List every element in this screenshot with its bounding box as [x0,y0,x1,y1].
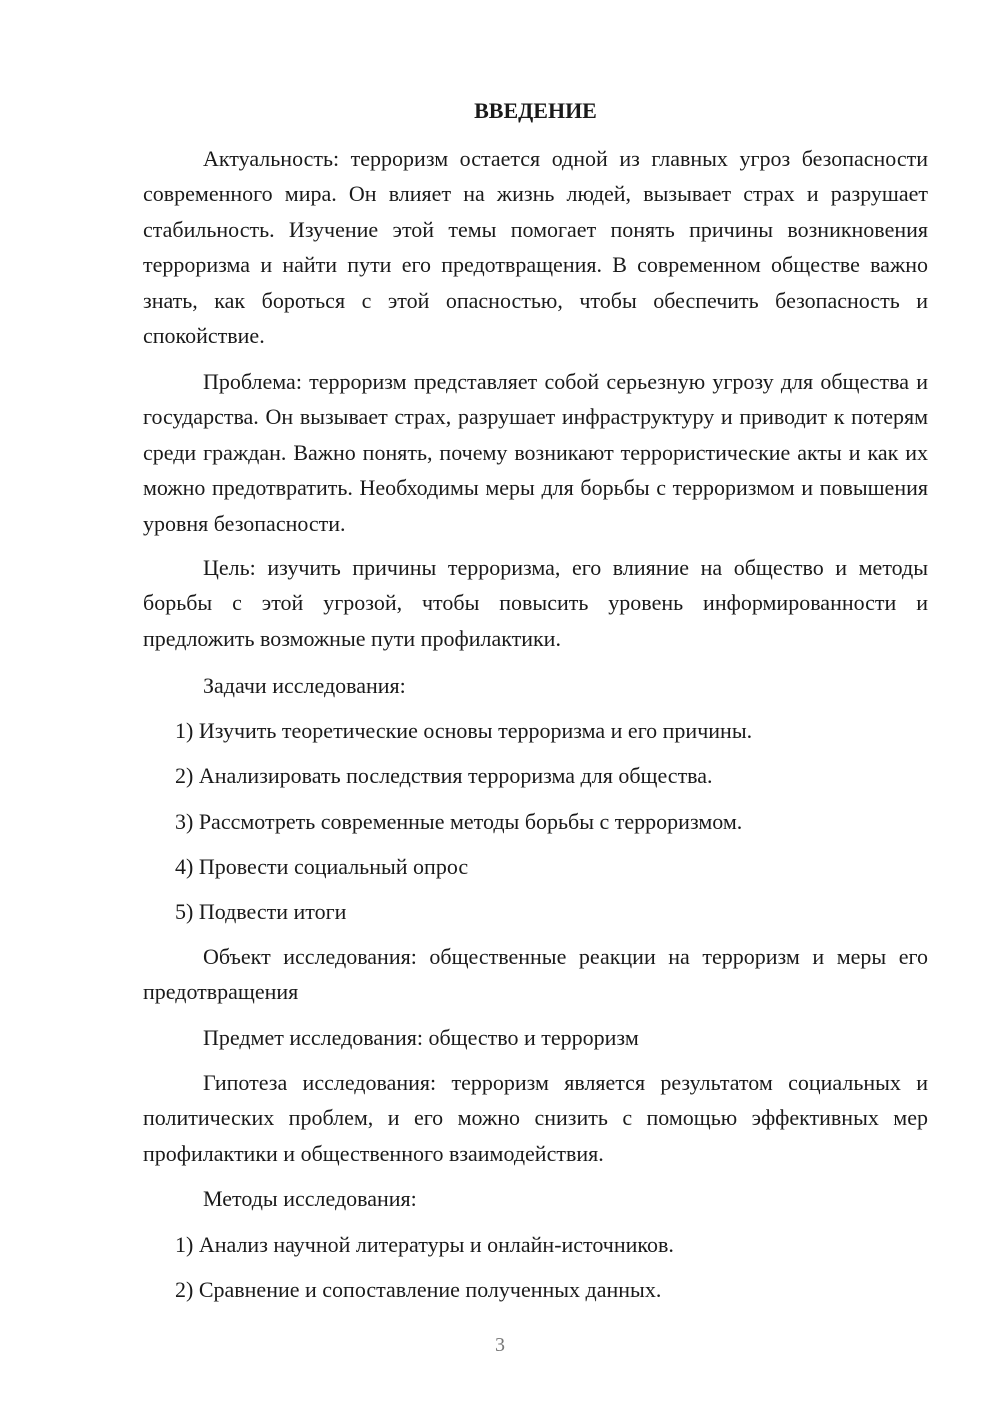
paragraph-hypothesis: Гипотеза исследования: терроризм является результатом социальных и политических проблем, и его можно снизить с помощью эффективных мер профилактики и общественного взаимодействия. [143,1070,928,1166]
tasks-heading: Задачи исследования: [203,673,406,698]
page-title: ВВЕДЕНИЕ [474,98,597,123]
paragraph-object: Объект исследования: общественные реакции на терроризм и меры его предотвращения [143,944,928,1005]
list-item-method-1: 1) Анализ научной литературы и онлайн-источников. [175,1232,674,1257]
document-page [143,0,928,1414]
list-item-task-3: 3) Рассмотреть современные методы борьбы с терроризмом. [175,809,743,834]
paragraph-problem: Проблема: терроризм представляет собой серьезную угрозу для общества и государства. Он вызывает страх, разрушает инфраструктуру и приводит к потерям среди граждан. Важно понять, почему возникают террористические акты и как их можно предотвратить. Необходимы меры для борьбы с терроризмом и повышения уровня безопасности. [143,369,928,536]
paragraph-subject: Предмет исследования: общество и терроризм [203,1025,639,1050]
list-item-task-4: 4) Провести социальный опрос [175,854,469,879]
list-item-task-2: 2) Анализировать последствия терроризма для общества. [175,763,713,788]
page-number: 3 [495,1334,505,1356]
list-item-task-1: 1) Изучить теоретические основы терроризма и его причины. [175,718,753,743]
list-item-method-2: 2) Сравнение и сопоставление полученных данных. [175,1277,662,1302]
list-item-task-5: 5) Подвести итоги [175,899,347,924]
methods-heading: Методы исследования: [203,1186,417,1211]
paragraph-goal: Цель: изучить причины терроризма, его влияние на общество и методы борьбы с этой угрозой, чтобы повысить уровень информированности и предложить возможные пути профилактики. [143,555,928,651]
paragraph-relevance: Актуальность: терроризм остается одной из главных угроз безопасности современного мира. Он влияет на жизнь людей, вызывает страх и разрушает стабильность. Изучение этой темы помогает понять причины возникновения терроризма и найти пути его предотвращения. В современном обществе важно знать, как бороться с этой опасностью, чтобы обеспечить безопасность и спокойствие. [143,146,928,349]
